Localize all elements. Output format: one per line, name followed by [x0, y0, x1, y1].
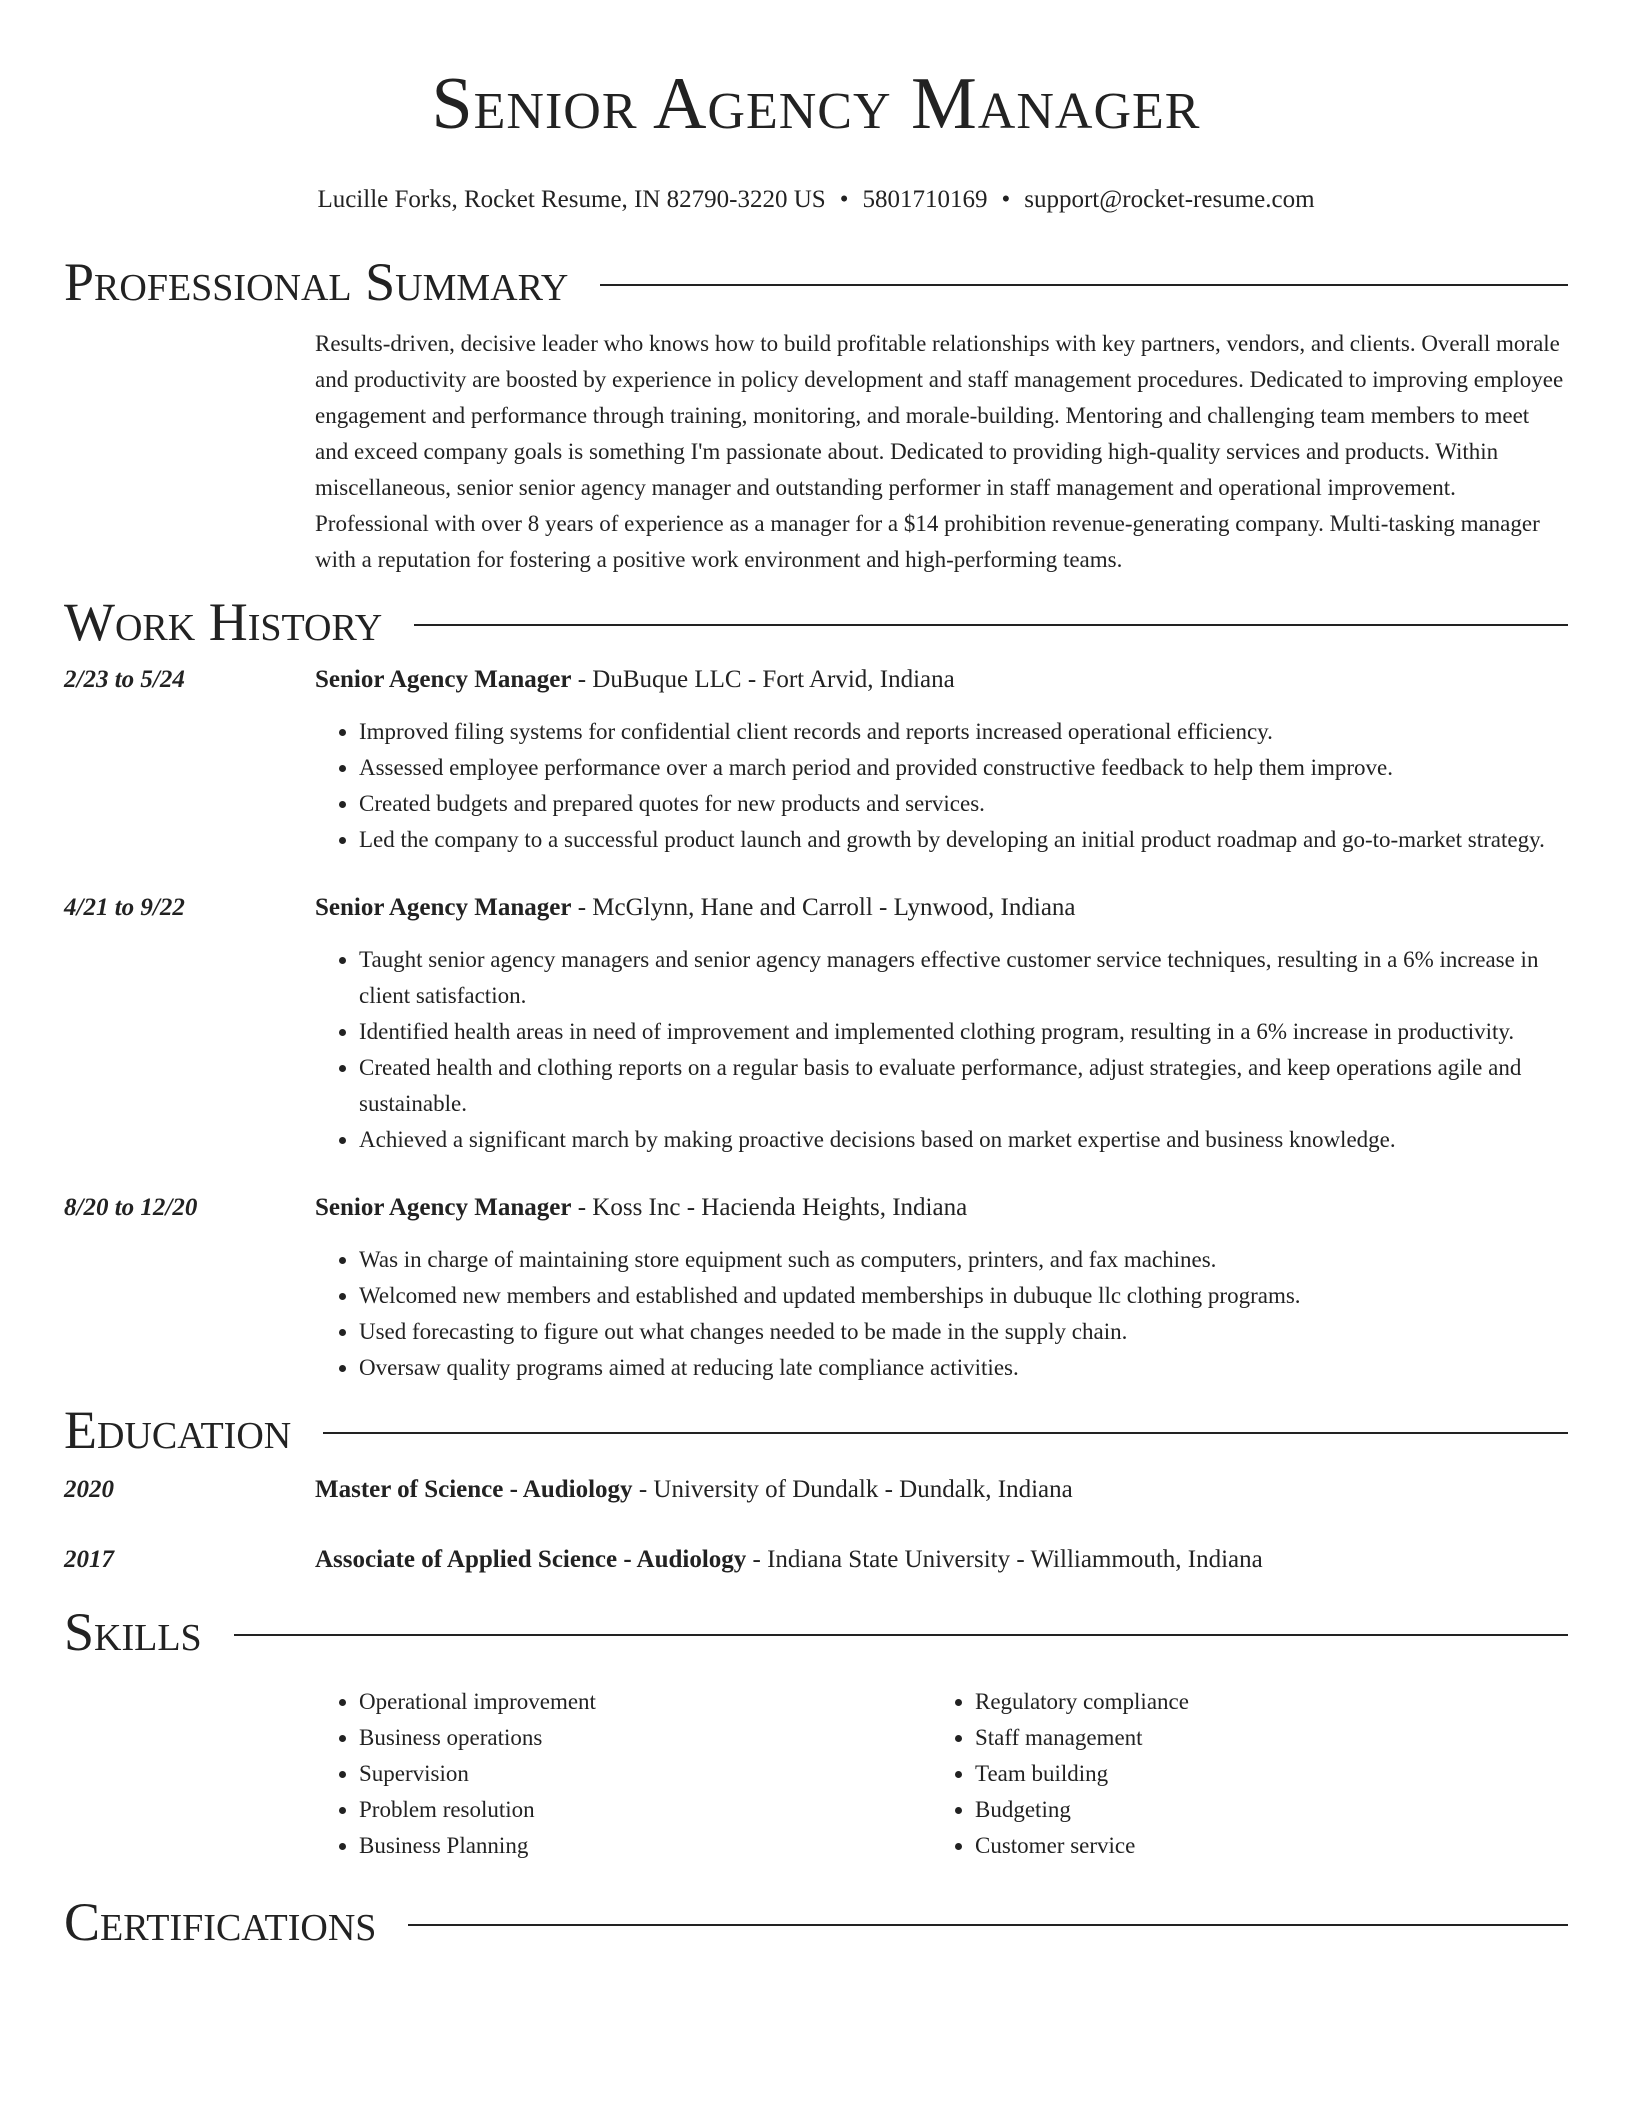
skill-item: • Customer service — [975, 1828, 1547, 1864]
job-bullet: • Was in charge of maintaining store equipment such as computers, printers, and fax machines. — [359, 1242, 1568, 1278]
job-bullet: • Welcomed new members and established and updated memberships in dubuque llc clothing programs. — [359, 1278, 1568, 1314]
skill-item: • Regulatory compliance — [975, 1684, 1547, 1720]
job-headline — [315, 890, 1568, 926]
skills-column-right — [931, 1684, 1547, 1864]
job-bullets — [315, 714, 1568, 858]
work-heading: Work History — [64, 592, 383, 652]
skill-item: • Supervision — [359, 1756, 931, 1792]
job-bullet: • Identified health areas in need of improvement and implemented clothing program, resulting in a 6% increase in productivity. — [359, 1014, 1568, 1050]
resume-title: Senior Agency Manager — [431, 63, 1201, 145]
section-divider — [600, 284, 1568, 286]
contact-separator: • — [839, 186, 849, 213]
job-details: - DuBuque LLC - Fort Arvid, Indiana — [571, 666, 955, 693]
job-bullet: • Taught senior agency managers and senior agency managers effective customer service techniques, resulting in a 6% increase in client satisfaction. — [359, 942, 1568, 1014]
contact-separator: • — [1001, 186, 1011, 213]
job-details: - McGlynn, Hane and Carroll - Lynwood, Indiana — [571, 894, 1076, 921]
skills-heading: Skills — [64, 1602, 202, 1662]
skills-column-left — [315, 1684, 931, 1864]
job-dates: 2/23 to 5/24 — [64, 666, 185, 693]
skill-item: • Staff management — [975, 1720, 1547, 1756]
section-divider — [414, 624, 1568, 626]
job-details: - Koss Inc - Hacienda Heights, Indiana — [571, 1194, 968, 1221]
job-headline — [315, 1190, 1568, 1226]
job-role: Senior Agency Manager — [315, 1194, 572, 1221]
job-role: Senior Agency Manager — [315, 894, 572, 921]
job-bullet: • Used forecasting to figure out what changes needed to be made in the supply chain. — [359, 1314, 1568, 1350]
education-year: 2020 — [64, 1476, 114, 1503]
job-bullet: • Achieved a significant march by making proactive decisions based on market expertise and business knowledge. — [359, 1122, 1568, 1158]
section-divider — [323, 1432, 1568, 1434]
skill-item: • Budgeting — [975, 1792, 1547, 1828]
contact-line — [64, 184, 1568, 216]
education-details: - Indiana State University - Williammouth, Indiana — [746, 1546, 1263, 1573]
resume-page — [64, 0, 1568, 1952]
education-heading: Education — [64, 1400, 292, 1460]
job-entry — [64, 1190, 1568, 1386]
skills-section-header — [64, 1602, 1568, 1662]
job-dates: 8/20 to 12/20 — [64, 1194, 198, 1221]
education-degree: Master of Science - Audiology — [315, 1476, 633, 1503]
skill-item: • Business Planning — [359, 1828, 931, 1864]
skill-item: • Operational improvement — [359, 1684, 931, 1720]
contact-email: support@rocket-resume.com — [1024, 186, 1315, 213]
work-section-header — [64, 592, 1568, 652]
contact-phone: 5801710169 — [862, 186, 988, 213]
job-bullet: • Improved filing systems for confidential client records and reports increased operational efficiency. — [359, 714, 1568, 750]
education-headline — [315, 1542, 1568, 1578]
education-year: 2017 — [64, 1546, 114, 1573]
skills-list — [315, 1684, 1568, 1864]
skill-item: • Business operations — [359, 1720, 931, 1756]
job-dates: 4/21 to 9/22 — [64, 894, 185, 921]
job-bullet: • Led the company to a successful product launch and growth by developing an initial product roadmap and go-to-market strategy. — [359, 822, 1568, 858]
summary-heading: Professional Summary — [64, 252, 569, 312]
skill-item: • Team building — [975, 1756, 1547, 1792]
section-divider — [234, 1634, 1568, 1636]
job-bullet: • Assessed employee performance over a march period and provided constructive feedback to help them improve. — [359, 750, 1568, 786]
contact-address: Lucille Forks, Rocket Resume, IN 82790-3220 US — [317, 186, 826, 213]
job-bullets — [315, 1242, 1568, 1386]
certifications-heading: Certifications — [64, 1892, 377, 1952]
certifications-section-header — [64, 1892, 1568, 1952]
job-bullets — [315, 942, 1568, 1158]
education-section-header — [64, 1400, 1568, 1460]
education-headline — [315, 1472, 1568, 1508]
job-entry — [64, 662, 1568, 858]
job-bullet: • Created health and clothing reports on a regular basis to evaluate performance, adjust strategies, and keep operations agile and sustainable. — [359, 1050, 1568, 1122]
summary-section-header — [64, 252, 1568, 312]
section-divider — [408, 1924, 1568, 1926]
education-degree: Associate of Applied Science - Audiology — [315, 1546, 747, 1573]
education-entry — [64, 1542, 1568, 1578]
education-entry — [64, 1472, 1568, 1508]
job-entry — [64, 890, 1568, 1158]
job-role: Senior Agency Manager — [315, 666, 572, 693]
job-bullet: • Created budgets and prepared quotes for new products and services. — [359, 786, 1568, 822]
job-bullet: • Oversaw quality programs aimed at reducing late compliance activities. — [359, 1350, 1568, 1386]
summary-paragraph: Results-driven, decisive leader who knows how to build profitable relationships with key partners, vendors, and clients. Overall morale and productivity are boosted by experience in policy development and staff management procedures. Dedicated to improving employee engagement and performance through training, monitoring, and morale-building. Mentoring and challenging team members to meet and exceed company goals is something I'm passionate about. Dedicated to providing high-quality services and products. Within miscellaneous, senior senior agency manager and outstanding performer in staff management and operational improvement. Professional with over 8 years of experience as a manager for a $14 prohibition revenue-generating company. Multi-tasking manager with a reputation for fostering a positive work environment and high-performing teams. — [315, 331, 1564, 572]
job-headline — [315, 662, 1568, 698]
skill-item: • Problem resolution — [359, 1792, 931, 1828]
education-details: - University of Dundalk - Dundalk, Indiana — [632, 1476, 1073, 1503]
